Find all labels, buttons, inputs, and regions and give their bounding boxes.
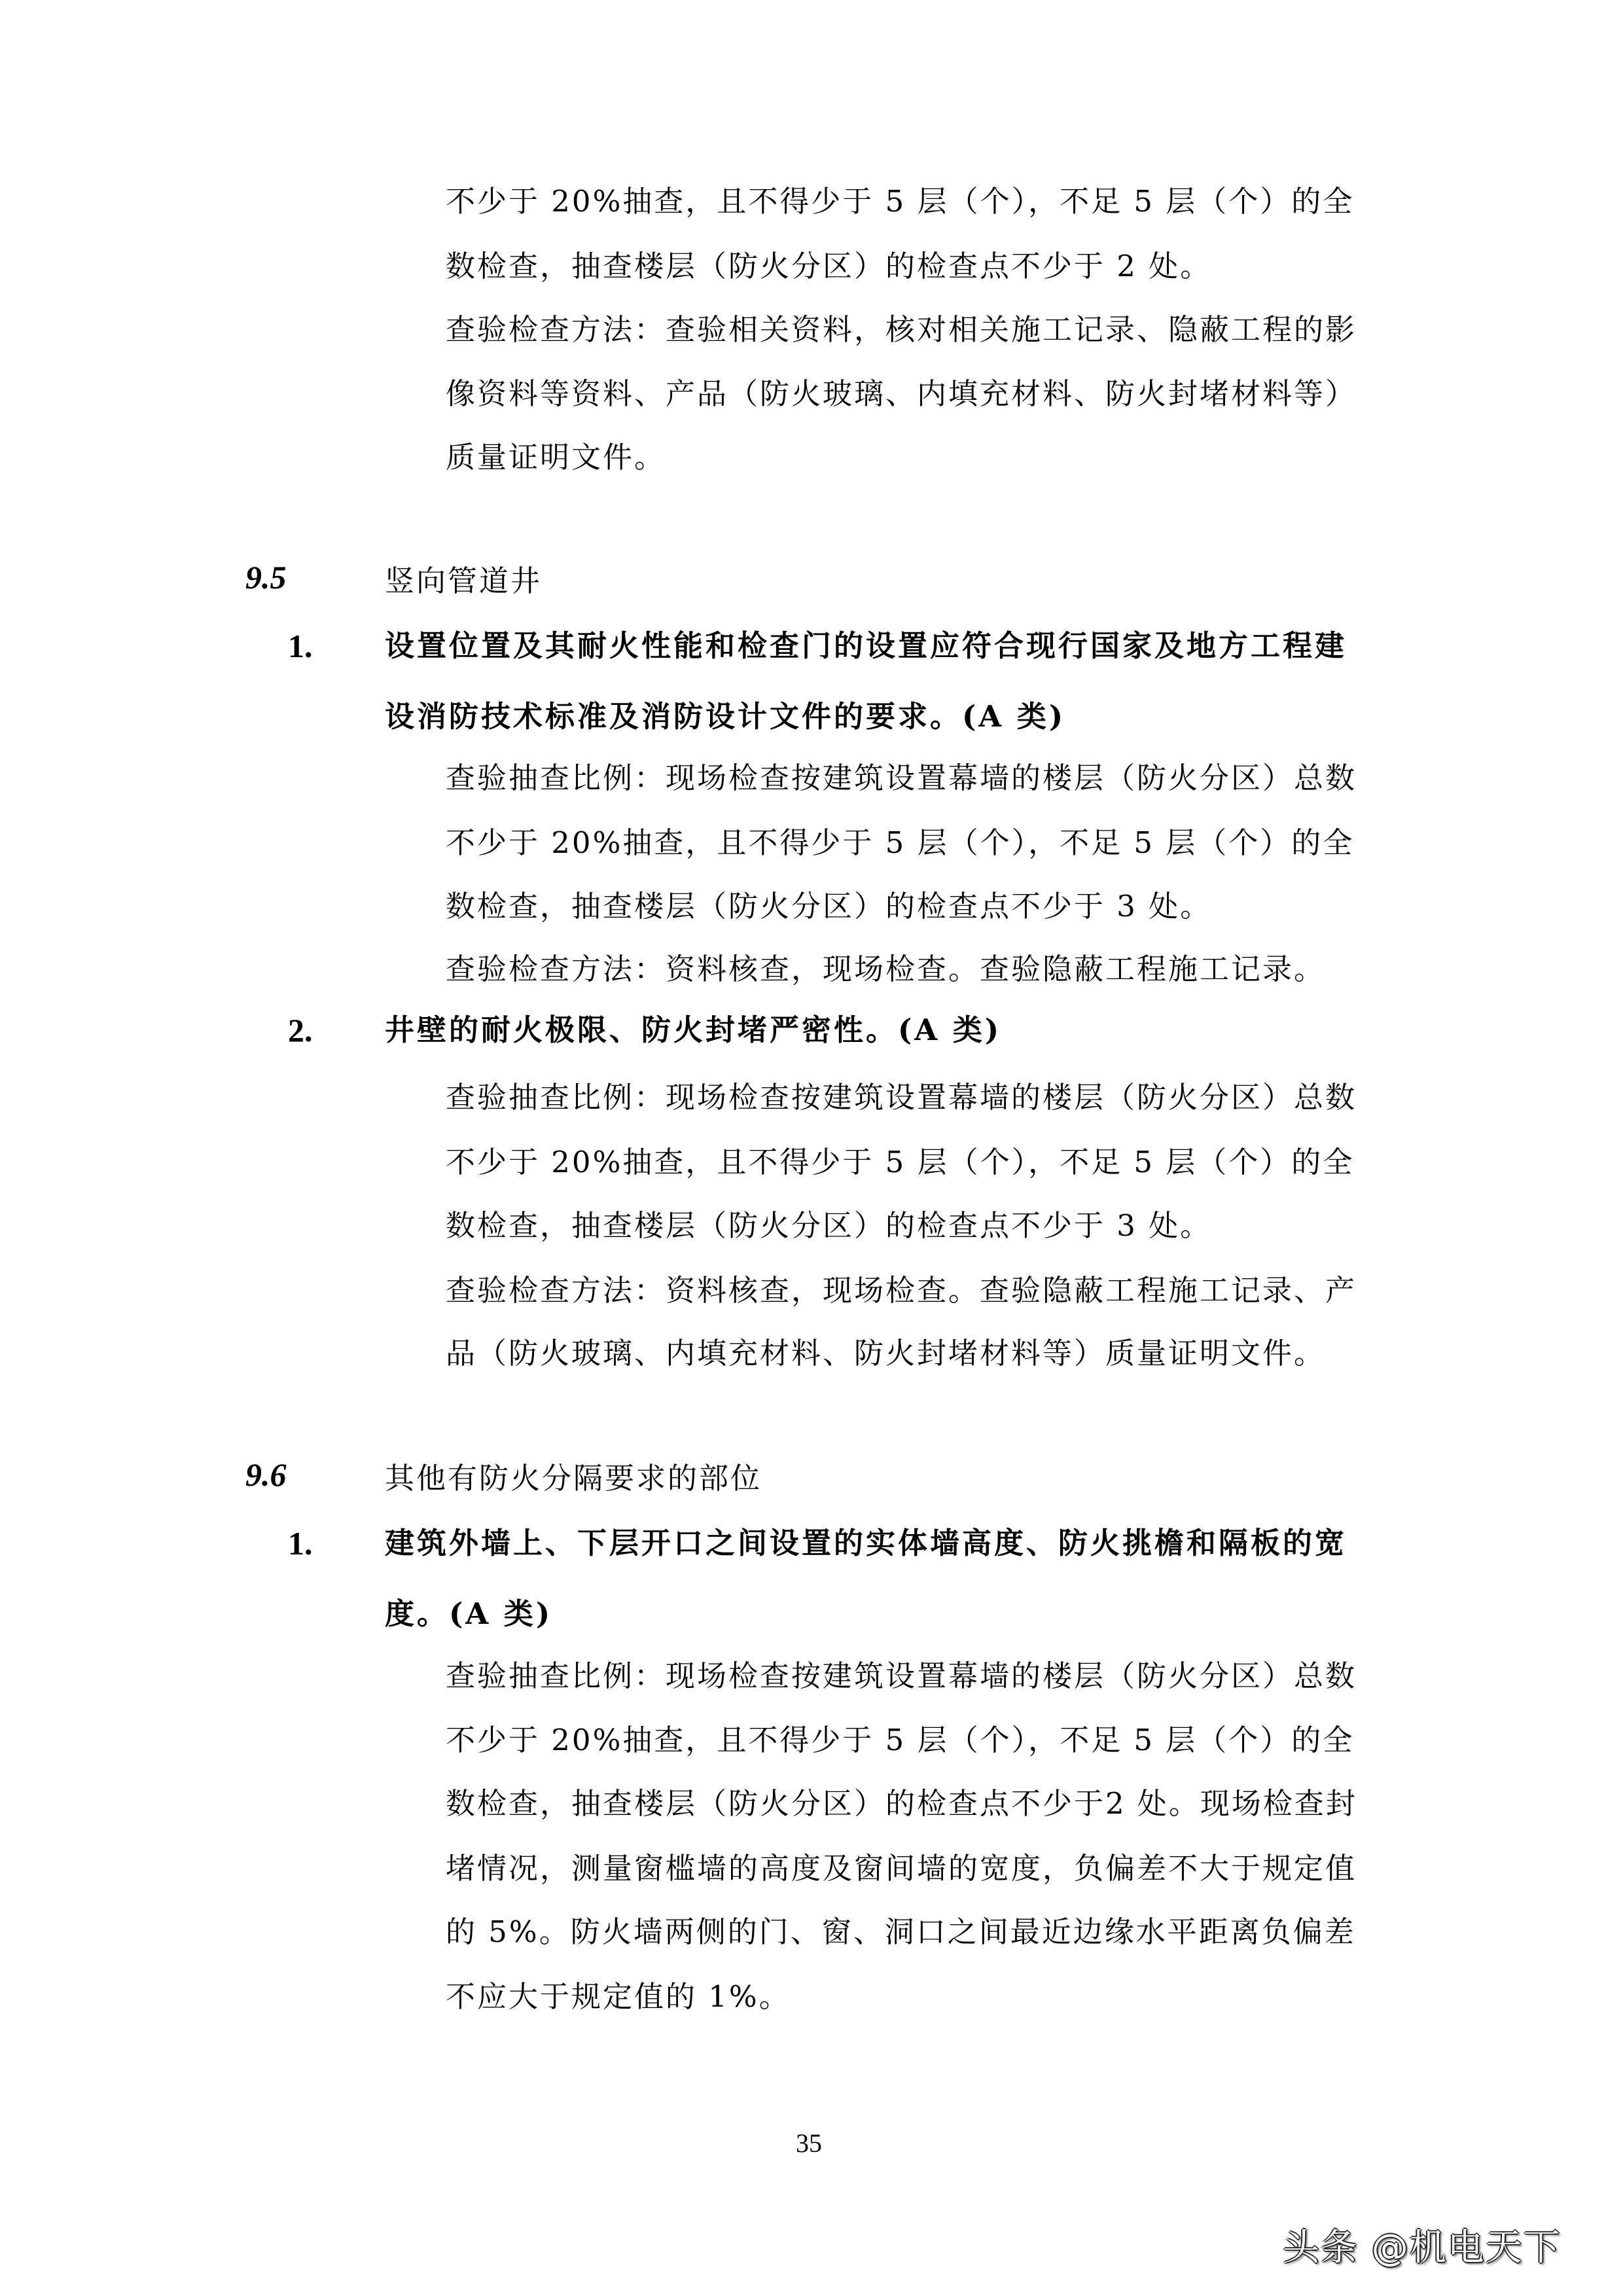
body-line: 数检查，抽查楼层（防火分区）的检查点不少于 3 处。 — [446, 889, 1212, 924]
page-number: 35 — [796, 2128, 822, 2158]
item-heading-line: 度。(A 类) — [385, 1596, 553, 1631]
section-title: 其他有防火分隔要求的部位 — [385, 1461, 762, 1496]
item-number: 2. — [288, 1012, 313, 1049]
body-line: 不应大于规定值的 1%。 — [446, 1979, 791, 2014]
section-title: 竖向管道井 — [385, 564, 543, 598]
body-line: 不少于 20%抽查，且不得少于 5 层（个），不足 5 层（个）的全 — [446, 184, 1355, 219]
item-heading-line: 设置位置及其耐火性能和检查门的设置应符合现行国家及地方工程建 — [385, 628, 1347, 663]
body-line: 品（防火玻璃、内填充材料、防火封堵材料等）质量证明文件。 — [446, 1336, 1326, 1371]
section-number: 9.6 — [245, 1456, 287, 1493]
item-heading-line: 设消防技术标准及消防设计文件的要求。(A 类) — [385, 699, 1066, 734]
body-line: 像资料等资料、产品（防火玻璃、内填充材料、防火封堵材料等） — [446, 376, 1357, 411]
body-line: 堵情况，测量窗槛墙的高度及窗间墙的宽度，负偏差不大于规定值 — [446, 1851, 1357, 1886]
section-number: 9.5 — [245, 559, 287, 596]
item-number: 1. — [288, 628, 313, 664]
body-line: 质量证明文件。 — [446, 440, 666, 475]
body-line: 不少于 20%抽查，且不得少于 5 层（个），不足 5 层（个）的全 — [446, 1145, 1355, 1179]
body-line: 查验检查方法：查验相关资料，核对相关施工记录、隐蔽工程的影 — [446, 312, 1357, 347]
item-number: 1. — [288, 1525, 313, 1562]
body-line: 查验抽查比例：现场检查按建筑设置幕墙的楼层（防火分区）总数 — [446, 1080, 1357, 1115]
body-line: 数检查，抽查楼层（防火分区）的检查点不少于 2 处。 — [446, 249, 1212, 283]
body-line: 查验抽查比例：现场检查按建筑设置幕墙的楼层（防火分区）总数 — [446, 761, 1357, 795]
body-line: 查验抽查比例：现场检查按建筑设置幕墙的楼层（防火分区）总数 — [446, 1659, 1357, 1693]
body-line: 的 5%。防火墙两侧的门、窗、洞口之间最近边缘水平距离负偏差 — [446, 1914, 1356, 1949]
item-heading-line: 井壁的耐火极限、防火封堵严密性。(A 类) — [385, 1013, 1002, 1047]
watermark: 头条 @机电天下 — [1283, 2227, 1561, 2269]
body-line: 不少于 20%抽查，且不得少于 5 层（个），不足 5 层（个）的全 — [446, 1723, 1355, 1757]
body-line: 查验检查方法：资料核查，现场检查。查验隐蔽工程施工记录。 — [446, 952, 1326, 986]
body-line: 不少于 20%抽查，且不得少于 5 层（个），不足 5 层（个）的全 — [446, 825, 1355, 860]
body-line: 数检查，抽查楼层（防火分区）的检查点不少于 3 处。 — [446, 1208, 1212, 1243]
body-line: 数检查，抽查楼层（防火分区）的检查点不少于2 处。现场检查封 — [446, 1786, 1357, 1821]
body-line: 查验检查方法：资料核查，现场检查。查验隐蔽工程施工记录、产 — [446, 1273, 1357, 1308]
item-heading-line: 建筑外墙上、下层开口之间设置的实体墙高度、防火挑檐和隔板的宽 — [385, 1526, 1347, 1560]
